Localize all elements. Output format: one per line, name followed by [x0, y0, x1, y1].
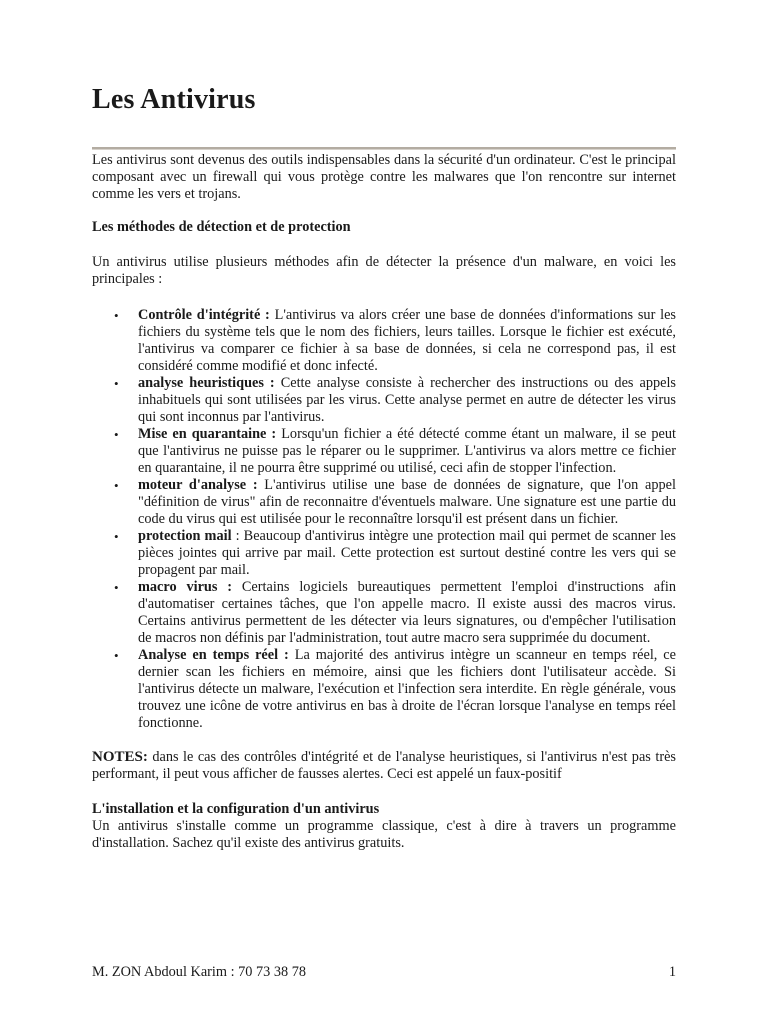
- method-description: L'antivirus utilise une base de données de signature, que l'on appel "définition de virus" afin de reconnaitre d'éventuels malware. Une signature est une partie du code du virus qui est utilisée pour le reconnaître lorsqu'il est présent dans un fichier.: [138, 477, 676, 527]
- list-item: [92, 528, 676, 579]
- method-description: Certains logiciels bureautiques permettent l'emploi d'instructions afin d'automatiser certaines tâches, que l'on appelle macro. Il existe aussi des macros virus. Certains antivirus permettent de les détecter via leurs signatures, ou d'empêcher l'utilisation de macros non définis par l'administration, tout autre macro sera supprimée du document.: [138, 579, 676, 646]
- method-description: L'antivirus va alors créer une base de données d'informations sur les fichiers du système tels que le nom des fichiers, leurs tailles. Lorsque le fichier est exécuté, l'antivirus va comparer ce fichier à sa base de données, si cela ne correspond pas, il est considéré comme modifié et donc infecté.: [138, 307, 676, 374]
- install-paragraph: Un antivirus s'installe comme un programme classique, c'est à dire à travers un programme d'installation. Sachez qu'il existe des antivirus gratuits.: [92, 818, 676, 851]
- methods-list: [92, 307, 676, 732]
- method-description: Cette analyse consiste à rechercher des instructions ou des appels inhabituels qui sont utilisées par les virus. Cette analyse permet en autre de détecter les virus qui sont inconnus par l'antivirus.: [138, 375, 676, 425]
- methods-heading: Les méthodes de détection et de protection: [92, 219, 351, 235]
- page-number: 1: [668, 964, 676, 980]
- method-description: : Beaucoup d'antivirus intègre une protection mail qui permet de scanner les pièces jointes qui arrive par mail. Cette protection est surtout destiné contre les vers qui se propagent par mail.: [138, 528, 676, 578]
- bullet-icon: •: [114, 308, 119, 323]
- list-item: [92, 375, 676, 426]
- document-body: [92, 152, 676, 852]
- method-term: macro virus :: [138, 579, 233, 595]
- title-divider: [92, 147, 676, 150]
- method-term: Analyse en temps réel :: [138, 647, 289, 663]
- notes-label: NOTES:: [92, 749, 148, 765]
- intro-paragraph: Les antivirus sont devenus des outils indispensables dans la sécurité d'un ordinateur. C'est le principal composant avec un firewall qui vous protège contre les malwares que l'on rencontre sur internet comme les vers et trojans.: [92, 152, 676, 202]
- method-term: moteur d'analyse :: [138, 477, 258, 493]
- method-term: Mise en quarantaine :: [138, 426, 277, 442]
- method-description: Lorsqu'un fichier a été détecté comme étant un malware, il se peut que l'antivirus ne puisse pas le réparer ou le supprimer. L'antivirus va alors mettre ce fichier en quarantaine, il ne pourra être supprimé ou utilisé, ceci afin de stopper l'infection.: [138, 426, 676, 476]
- bullet-icon: •: [114, 478, 119, 493]
- methods-lead-paragraph: Un antivirus utilise plusieurs méthodes afin de détecter la présence d'un malware, en voici les principales :: [92, 254, 676, 287]
- list-item: [92, 579, 676, 647]
- method-description: La majorité des antivirus intègre un scanneur en temps réel, ce dernier scan les fichiers en mémoire, ainsi que les fichiers dont l'utilisateur accède. Si l'antivirus détecte un malware, l'exécution et l'infection sera interdite. En règle générale, vous trouvez une icône de votre antivirus en bas à droite de l'écran lorsque l'analyse en temps réel fonctionne.: [138, 647, 676, 731]
- bullet-icon: •: [114, 580, 119, 595]
- notes-text: dans le cas des contrôles d'intégrité et de l'analyse heuristiques, si l'antivirus n'est pas très performant, il peut vous afficher de fausses alertes. Ceci est appelé un faux-positif: [92, 749, 676, 782]
- page-title: Les Antivirus: [92, 84, 256, 115]
- list-item: [92, 307, 676, 375]
- bullet-icon: •: [114, 648, 119, 663]
- notes-paragraph: [92, 749, 676, 783]
- bullet-icon: •: [114, 376, 119, 391]
- bullet-icon: •: [114, 529, 119, 544]
- method-term: protection mail: [138, 528, 232, 544]
- list-item: [92, 477, 676, 528]
- page-footer: [92, 964, 676, 981]
- install-heading: L'installation et la configuration d'un antivirus: [92, 801, 380, 817]
- list-item: [92, 647, 676, 732]
- list-item: [92, 426, 676, 477]
- method-term: analyse heuristiques :: [138, 375, 275, 391]
- footer-author: M. ZON Abdoul Karim : 70 73 38 78: [92, 964, 307, 980]
- method-term: Contrôle d'intégrité :: [138, 307, 270, 323]
- bullet-icon: •: [114, 427, 119, 442]
